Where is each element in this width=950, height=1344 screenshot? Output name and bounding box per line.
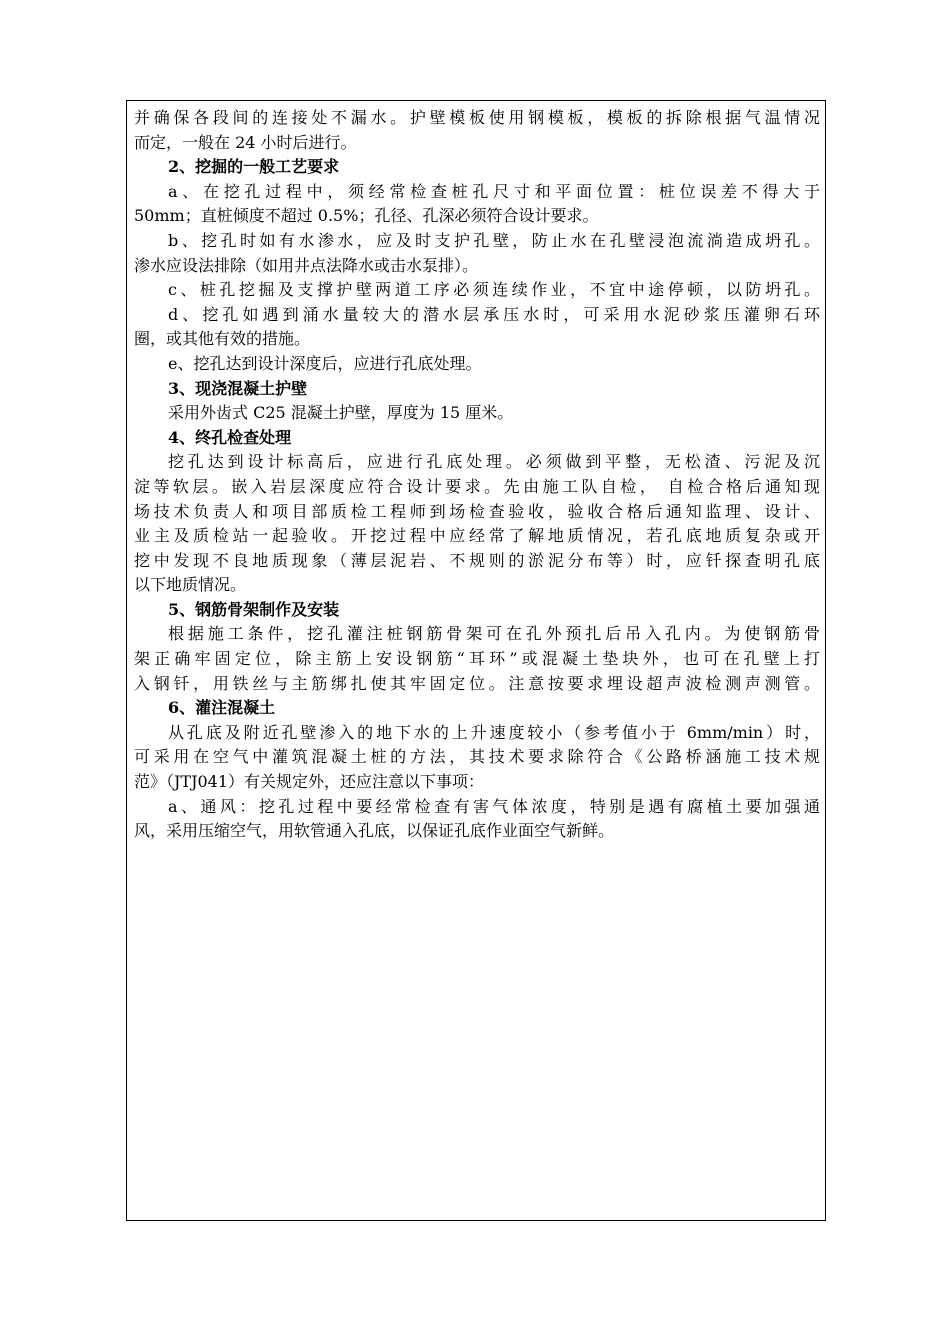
- paragraph-line: 而定，一般在 24 小时后进行。: [134, 132, 357, 152]
- section-heading: 4、终孔检查处理: [168, 427, 292, 447]
- paragraph-line: 可采用在空气中灌筑混凝土桩的方法，其技术要求除符合《公路桥涵施工技术规: [134, 747, 820, 767]
- document-body: [134, 106, 820, 844]
- paragraph-line: 并确保各段间的连接处不漏水。护壁模板使用钢模板，模板的拆除根据气温情况: [134, 108, 820, 127]
- paragraph-line: 渗水应设法排除（如用井点法降水或击水泵排）。: [134, 255, 479, 275]
- paragraph-line: 挖中发现不良地质现象（薄层泥岩、不规则的淤泥分布等）时，应钎探查明孔底: [134, 550, 820, 570]
- paragraph-line: 从孔底及附近孔壁渗入的地下水的上升速度较小（参考值小于 6mm/min）时，: [168, 722, 820, 742]
- paragraph-line: 架正确牢固定位，除主筋上安设钢筋“耳环”或混凝土垫块外，也可在孔壁上打: [134, 649, 820, 669]
- paragraph-line: b、挖孔时如有水渗水，应及时支护孔壁，防止水在孔壁浸泡流淌造成坍孔。: [168, 230, 820, 250]
- paragraph-line: 场技术负责人和项目部质检工程师到场检查验收，验收合格后通知监理、设计、: [134, 501, 820, 521]
- section-heading: 2、挖掘的一般工艺要求: [168, 157, 340, 177]
- paragraph-line: 范》（JTJ041）有关规定外，还应注意以下事项：: [134, 772, 485, 792]
- paragraph-line: 挖孔达到设计标高后，应进行孔底处理。必须做到平整，无松渣、污泥及沉: [168, 452, 820, 472]
- paragraph-line: a、在挖孔过程中，须经常检查桩孔尺寸和平面位置：桩位误差不得大于: [168, 181, 820, 201]
- paragraph-line: 采用外齿式 C25 混凝土护壁，厚度为 15 厘米。: [168, 403, 514, 423]
- paragraph-line: 根据施工条件，挖孔灌注桩钢筋骨架可在孔外预扎后吊入孔内。为使钢筋骨: [168, 624, 820, 644]
- paragraph-line: a、通风：挖孔过程中要经常检查有害气体浓度，特别是遇有腐植土要加强通: [168, 796, 820, 816]
- paragraph-line: c、桩孔挖掘及支撑护壁两道工序必须连续作业，不宜中途停顿，以防坍孔。: [168, 280, 820, 300]
- paragraph-line: e、挖孔达到设计深度后，应进行孔底处理。: [168, 353, 482, 373]
- section-heading: 6、灌注混凝土: [168, 698, 276, 718]
- paragraph-line: 风，采用压缩空气，用软管通入孔底，以保证孔底作业面空气新鲜。: [134, 821, 615, 841]
- paragraph-line: 圈，或其他有效的措施。: [134, 329, 311, 349]
- paragraph-line: d、挖孔如遇到涌水量较大的潜水层承压水时，可采用水泥砂浆压灌卵石环: [168, 304, 820, 324]
- paragraph-line: 50mm；直桩倾度不超过 0.5%；孔径、孔深必须符合设计要求。: [134, 206, 599, 226]
- paragraph-line: 以下地质情况。: [134, 575, 247, 595]
- paragraph-line: 淀等软层。嵌入岩层深度应符合设计要求。先由施工队自检， 自检合格后通知现: [134, 476, 820, 496]
- paragraph-line: 业主及质检站一起验收。开挖过程中应经常了解地质情况，若孔底地质复杂或开: [134, 526, 820, 546]
- section-heading: 5、钢筋骨架制作及安装: [168, 599, 340, 619]
- section-heading: 3、现浇混凝土护壁: [168, 378, 308, 398]
- paragraph-line: 入钢钎，用铁丝与主筋绑扎使其牢固定位。注意按要求埋设超声波检测声测管。: [134, 673, 820, 693]
